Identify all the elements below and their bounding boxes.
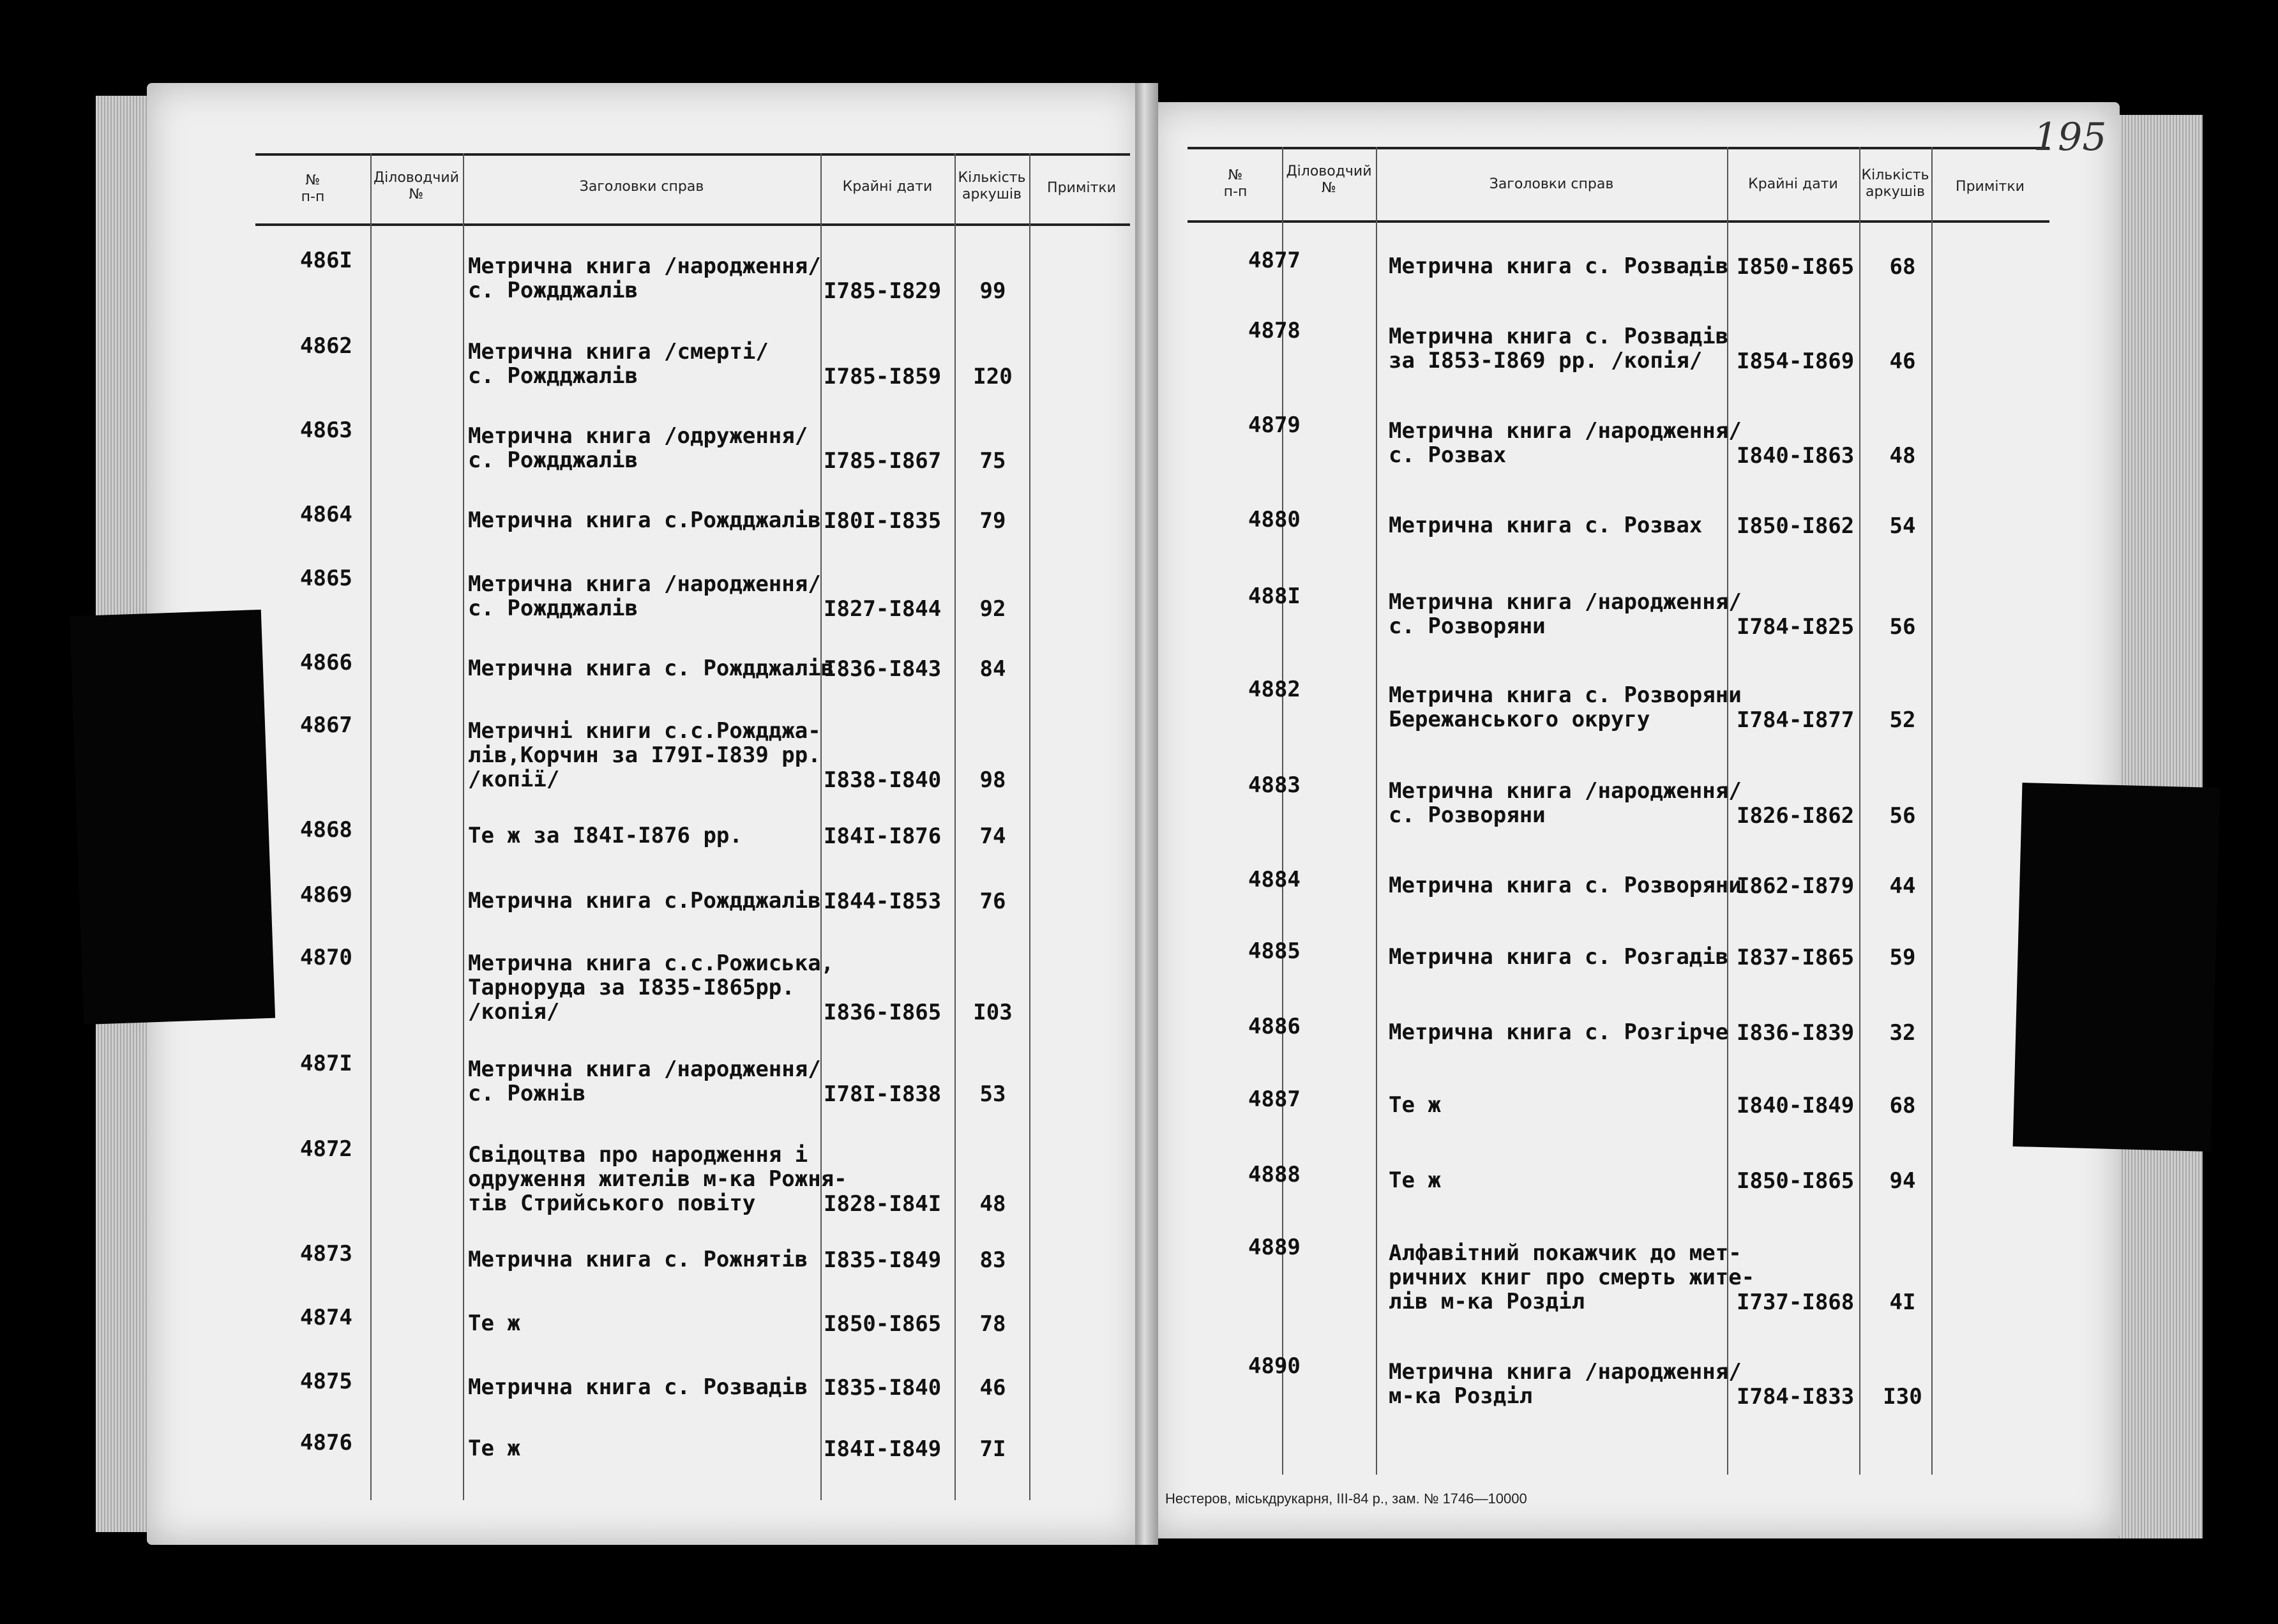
row-dates: I784-I877 xyxy=(1737,707,1855,733)
right-header-dates: Крайні дати xyxy=(1748,176,1838,192)
row-sheets: 68 xyxy=(1889,254,1916,280)
row-dates: I850-I865 xyxy=(824,1311,942,1337)
row-sheets: 32 xyxy=(1889,1020,1916,1046)
row-number: 4864 xyxy=(300,502,352,527)
row-sheets: 46 xyxy=(1889,349,1916,374)
row-title: Метрична книга с.с.Рожиська, Тарноруда за I835-I865рр. /копія/ xyxy=(468,951,834,1025)
row-sheets: 48 xyxy=(1889,443,1916,469)
row-sheets: 53 xyxy=(979,1081,1006,1107)
right-header-sheets: Кількість аркушів xyxy=(1861,167,1929,200)
printer-imprint: Нестеров, міськдрукарня, III-84 р., зам. № 1746—10000 xyxy=(1165,1491,1527,1507)
row-number: 4876 xyxy=(300,1430,352,1455)
row-dates: I785-I829 xyxy=(824,278,942,304)
row-title: Метрична книга с. Розвадів xyxy=(468,1374,808,1400)
right-header-bottom-rule xyxy=(1188,220,2049,223)
left-header-clerk: Діловодчий № xyxy=(373,170,460,202)
row-dates: I84I-I876 xyxy=(824,823,942,849)
row-number: 4877 xyxy=(1248,248,1301,273)
row-dates: I840-I863 xyxy=(1737,443,1855,469)
row-sheets: 84 xyxy=(979,656,1006,682)
row-dates: I844-I853 xyxy=(824,889,942,914)
row-dates: I827-I844 xyxy=(824,596,942,622)
row-dates: I836-I839 xyxy=(1737,1020,1855,1046)
row-dates: I862-I879 xyxy=(1737,873,1855,899)
row-title: Метрична книга с. Розворяни Бережанського округу xyxy=(1389,682,1742,732)
row-title: Метрична книга с. Рожнятів xyxy=(468,1247,808,1272)
row-sheets: I03 xyxy=(973,1000,1013,1025)
row-number: 4870 xyxy=(300,945,352,970)
row-number: 4862 xyxy=(300,333,352,359)
row-title: Метричні книги с.с.Рождджа- лів,Корчин за I79I-I839 рр. /копії/ xyxy=(468,718,821,792)
left-col-divider-2 xyxy=(463,153,464,1500)
row-dates: I836-I843 xyxy=(824,656,942,682)
left-col-divider-4 xyxy=(954,153,956,1500)
row-sheets: 68 xyxy=(1889,1093,1916,1118)
row-dates: I836-I865 xyxy=(824,1000,942,1025)
row-number: 4869 xyxy=(300,882,352,908)
row-number: 4888 xyxy=(1248,1162,1301,1187)
row-number: 4885 xyxy=(1248,938,1301,964)
row-sheets: 46 xyxy=(979,1375,1006,1401)
right-header-titles: Заголовки справ xyxy=(1489,176,1614,192)
right-col-divider-4 xyxy=(1859,147,1860,1475)
row-number: 4882 xyxy=(1248,677,1301,702)
row-number: 4880 xyxy=(1248,507,1301,532)
row-number: 4867 xyxy=(300,712,352,738)
row-title: Те ж за I84I-I876 рр. xyxy=(468,823,743,848)
row-number: 4873 xyxy=(300,1241,352,1267)
row-sheets: 7I xyxy=(979,1436,1006,1462)
row-title: Метрична книга /народження/ с. Розворяни xyxy=(1389,778,1742,828)
left-header-sheets: Кількість аркушів xyxy=(958,170,1026,202)
row-title: Метрична книга /одруження/ с. Рождджалів xyxy=(468,423,808,473)
book-gutter xyxy=(1135,83,1158,1545)
row-dates: I828-I84I xyxy=(824,1191,942,1217)
row-title: Метрична книга с.Рождджалів xyxy=(468,888,821,914)
row-dates: I850-I865 xyxy=(1737,1168,1855,1194)
row-dates: I785-I859 xyxy=(824,364,942,389)
left-col-divider-3 xyxy=(820,153,822,1500)
row-dates: I835-I849 xyxy=(824,1247,942,1273)
left-header-top-rule xyxy=(255,153,1130,156)
row-number: 4886 xyxy=(1248,1014,1301,1039)
row-number: 4865 xyxy=(300,566,352,591)
row-title: Метрична книга /народження/ с. Рожнів xyxy=(468,1056,821,1106)
row-number: 4890 xyxy=(1248,1353,1301,1379)
row-title: Метрична книга с.Рождджалів xyxy=(468,508,821,533)
row-sheets: 4I xyxy=(1889,1289,1916,1315)
row-title: Метрична книга /народження/ с. Рождджалів xyxy=(468,253,821,303)
row-title: Метрична книга /народження/ м-ка Розділ xyxy=(1389,1359,1742,1409)
row-dates: I840-I849 xyxy=(1737,1093,1855,1118)
row-sheets: 78 xyxy=(979,1311,1006,1337)
row-title: Свідоцтва про народження і одруження жителів м-ка Рожня- тів Стрийського повіту xyxy=(468,1142,847,1216)
row-title: Те ж xyxy=(468,1436,520,1461)
row-sheets: 92 xyxy=(979,596,1006,622)
row-dates: I784-I825 xyxy=(1737,614,1855,640)
row-sheets: 75 xyxy=(979,448,1006,474)
row-title: Метрична книга с. Розвах xyxy=(1389,513,1703,538)
row-number: 4868 xyxy=(300,817,352,843)
left-col-divider-1 xyxy=(370,153,372,1500)
row-dates: I837-I865 xyxy=(1737,945,1855,970)
row-sheets: 56 xyxy=(1889,614,1916,640)
row-sheets: 74 xyxy=(979,823,1006,849)
row-sheets: 98 xyxy=(979,767,1006,793)
right-header-notes: Примітки xyxy=(1956,179,2025,195)
row-number: 4872 xyxy=(300,1136,352,1162)
row-number: 4887 xyxy=(1248,1086,1301,1112)
row-number: 4878 xyxy=(1248,318,1301,343)
row-sheets: 48 xyxy=(979,1191,1006,1217)
row-title: Те ж xyxy=(1389,1092,1441,1118)
row-number: 4879 xyxy=(1248,412,1301,438)
row-number: 4866 xyxy=(300,650,352,675)
right-black-tab xyxy=(2013,783,2221,1152)
row-sheets: 44 xyxy=(1889,873,1916,899)
right-col-divider-2 xyxy=(1376,147,1377,1475)
row-dates: I80I-I835 xyxy=(824,508,942,534)
row-sheets: 94 xyxy=(1889,1168,1916,1194)
row-title: Те ж xyxy=(468,1311,520,1336)
row-number: 4884 xyxy=(1248,867,1301,892)
row-title: Метрична книга /народження/ с. Розворяни xyxy=(1389,589,1742,639)
row-number: 4883 xyxy=(1248,772,1301,798)
row-dates: I785-I867 xyxy=(824,448,942,474)
row-number: 4863 xyxy=(300,417,352,443)
row-sheets: 54 xyxy=(1889,513,1916,539)
row-title: Метрична книга с. Розгадів xyxy=(1389,944,1729,970)
left-black-tab xyxy=(70,610,275,1025)
handwritten-page-number: 195 xyxy=(2033,115,2107,160)
row-sheets: 56 xyxy=(1889,803,1916,829)
row-title: Метрична книга /народження/ с. Розвах xyxy=(1389,418,1742,468)
row-sheets: 59 xyxy=(1889,945,1916,970)
row-dates: I784-I833 xyxy=(1737,1384,1855,1410)
row-dates: I78I-I838 xyxy=(824,1081,942,1107)
right-header-clerk: Діловодчий № xyxy=(1286,163,1372,196)
row-dates: I854-I869 xyxy=(1737,349,1855,374)
left-header-titles: Заголовки справ xyxy=(579,179,704,195)
row-number: 488I xyxy=(1248,583,1301,609)
left-header-no: № п-п xyxy=(301,172,325,205)
row-sheets: 99 xyxy=(979,278,1006,304)
row-sheets: 52 xyxy=(1889,707,1916,733)
right-col-divider-1 xyxy=(1282,147,1283,1475)
row-dates: I737-I868 xyxy=(1737,1289,1855,1315)
left-col-divider-5 xyxy=(1029,153,1030,1500)
row-title: Метрична книга с. Розвадів xyxy=(1389,253,1729,279)
row-title: Метрична книга с. Розворяни xyxy=(1389,873,1742,898)
row-sheets: 79 xyxy=(979,508,1006,534)
row-sheets: 83 xyxy=(979,1247,1006,1273)
row-title: Метрична книга /смерті/ с. Рождджалів xyxy=(468,339,769,389)
row-dates: I826-I862 xyxy=(1737,803,1855,829)
row-sheets: 76 xyxy=(979,889,1006,914)
row-number: 4874 xyxy=(300,1305,352,1330)
row-number: 4889 xyxy=(1248,1235,1301,1260)
row-title: Метрична книга /народження/ с. Рождджалів xyxy=(468,571,821,621)
row-sheets: I30 xyxy=(1883,1384,1922,1410)
row-dates: I838-I840 xyxy=(824,767,942,793)
row-dates: I84I-I849 xyxy=(824,1436,942,1462)
row-dates: I850-I865 xyxy=(1737,254,1855,280)
row-number: 487I xyxy=(300,1051,352,1076)
row-title: Те ж xyxy=(1389,1168,1441,1193)
row-dates: I850-I862 xyxy=(1737,513,1855,539)
row-title: Метрична книга с. Розгірче xyxy=(1389,1019,1729,1045)
row-dates: I835-I840 xyxy=(824,1375,942,1401)
left-header-dates: Крайні дати xyxy=(842,179,933,195)
right-header-top-rule xyxy=(1188,147,2049,149)
row-number: 4875 xyxy=(300,1369,352,1394)
left-header-notes: Примітки xyxy=(1047,180,1116,196)
row-title: Алфавітний покажчик до мет- ричних книг про смерть жите- лів м-ка Розділ xyxy=(1389,1240,1755,1314)
right-header-no: № п-п xyxy=(1223,167,1248,200)
row-title: Метрична книга с. Розвадів за I853-I869 рр. /копія/ xyxy=(1389,324,1729,373)
row-sheets: I20 xyxy=(973,364,1013,389)
row-title: Метрична книга с. Рождджалів xyxy=(468,656,834,681)
left-header-bottom-rule xyxy=(255,223,1130,226)
row-number: 486I xyxy=(300,248,352,273)
